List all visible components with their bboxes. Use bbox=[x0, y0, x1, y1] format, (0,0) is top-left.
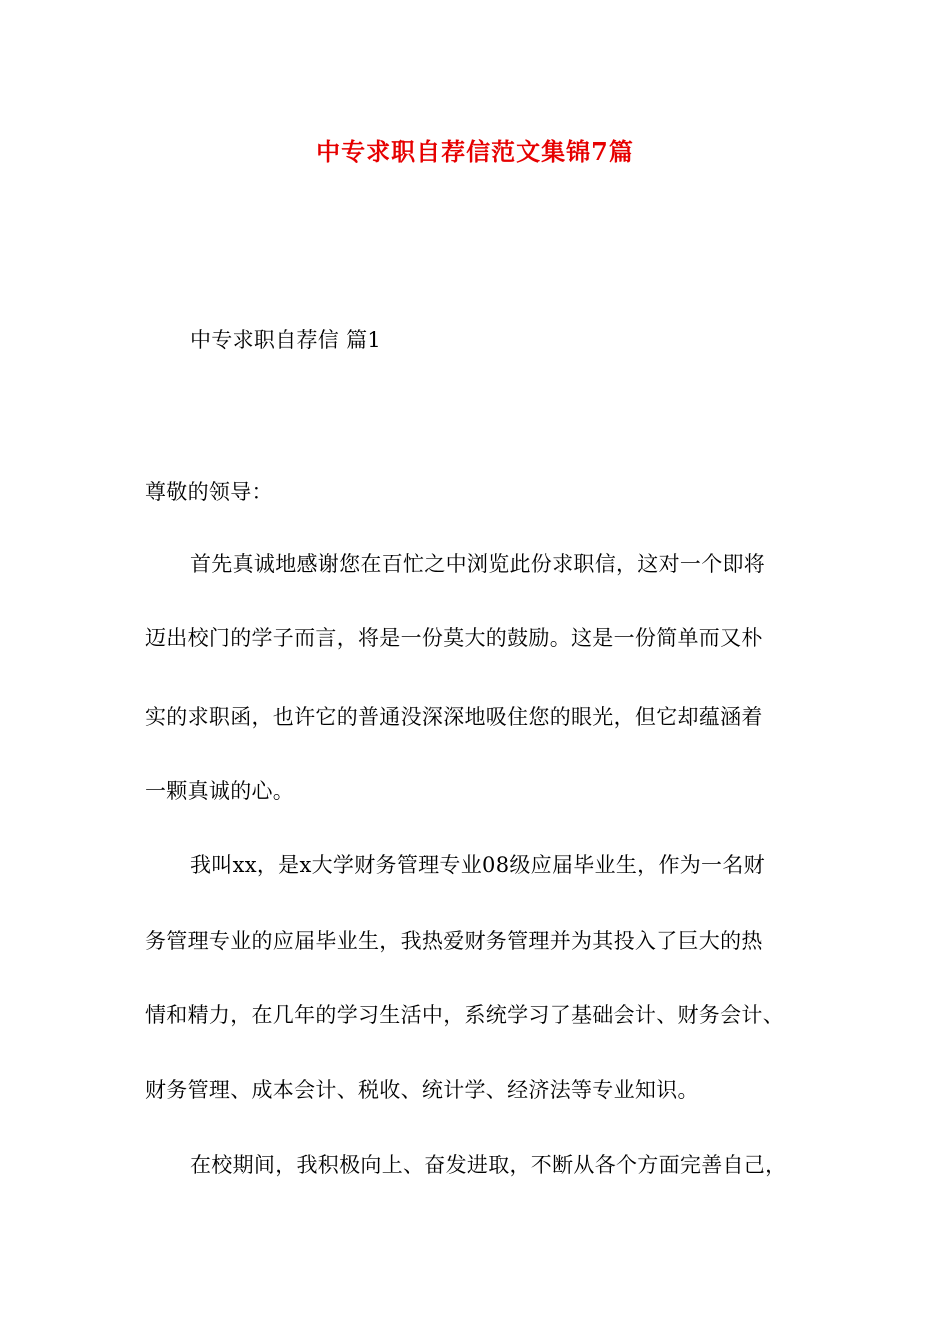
paragraph-line: 情和精力，在几年的学习生活中，系统学习了基础会计、财务会计、 bbox=[145, 1003, 784, 1027]
paragraph-line: 实的求职函，也许它的普通没深深地吸住您的眼光，但它却蕴涵着 bbox=[145, 705, 763, 729]
document-title: 中专求职自荐信范文集锦7篇 bbox=[316, 137, 634, 166]
paragraph-line: 财务管理、成本会计、税收、统计学、经济法等专业知识。 bbox=[145, 1078, 699, 1102]
paragraph-line: 迈出校门的学子而言，将是一份莫大的鼓励。这是一份简单而又朴 bbox=[145, 626, 763, 650]
paragraph-line: 务管理专业的应届毕业生，我热爱财务管理并为其投入了巨大的热 bbox=[145, 929, 763, 953]
paragraph-line: 我叫xx，是x大学财务管理专业08级应届毕业生，作为一名财 bbox=[190, 853, 765, 877]
section-heading: 中专求职自荐信 篇1 bbox=[190, 328, 382, 352]
paragraph-line: 首先真诚地感谢您在百忙之中浏览此份求职信，这对一个即将 bbox=[190, 552, 766, 576]
paragraph-line: 一颗真诚的心。 bbox=[145, 779, 295, 803]
salutation: 尊敬的领导： bbox=[145, 480, 273, 504]
paragraph-line: 在校期间，我积极向上、奋发进取，不断从各个方面完善自己， bbox=[190, 1153, 787, 1177]
